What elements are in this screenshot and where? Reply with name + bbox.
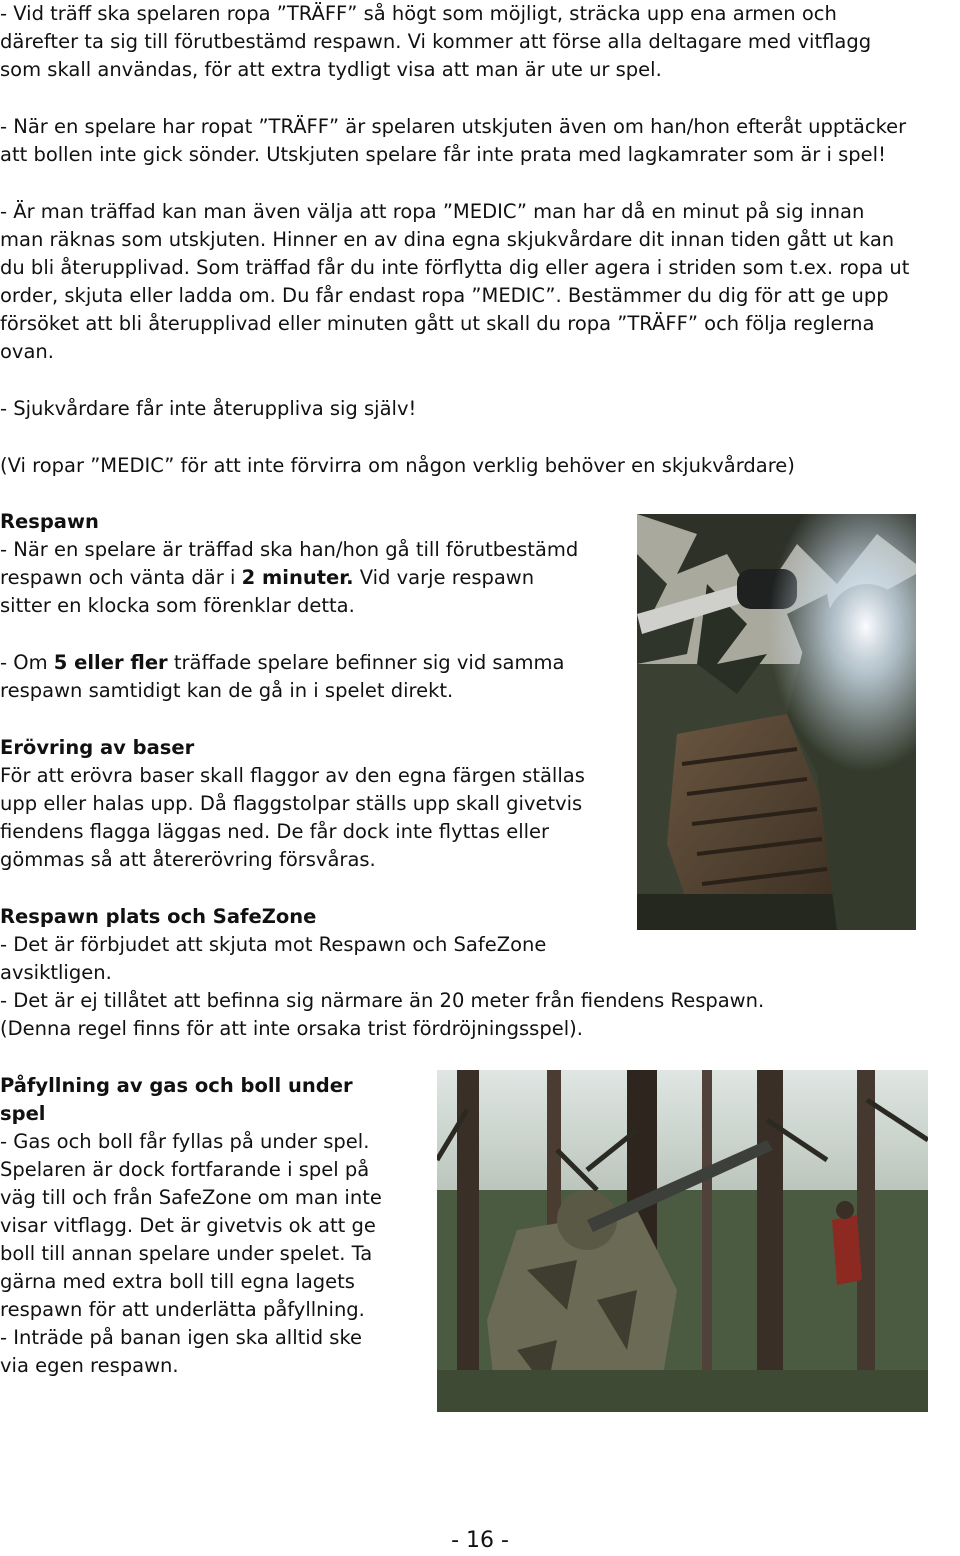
- photo-graphic: [437, 1070, 928, 1412]
- text-line: att bollen inte gick sönder. Utskjuten spelare får inte prata med lagkamrater som är i spel!: [0, 143, 886, 166]
- text-line: avsiktligen.: [0, 961, 112, 984]
- photo-graphic: [637, 514, 916, 930]
- section-heading-safezone: Respawn plats och SafeZone: [0, 905, 317, 928]
- text-line: respawn samtidigt kan de gå in i spelet direkt.: [0, 679, 454, 702]
- text-line: - När en spelare har ropat ”TRÄFF” är spelaren utskjuten även om han/hon efteråt upptäcker: [0, 115, 907, 138]
- text-line: [0, 649, 564, 677]
- forest-paintball-photo: [437, 1070, 928, 1412]
- section-heading-refill: spel: [0, 1102, 46, 1125]
- section-heading-bases: Erövring av baser: [0, 736, 195, 759]
- text-line: order, skjuta eller ladda om. Du får endast ropa ”MEDIC”. Bestämmer du dig för att ge upp: [0, 284, 889, 307]
- text-line: - Vid träff ska spelaren ropa ”TRÄFF” så högt som möjligt, sträcka upp ena armen och: [0, 2, 837, 25]
- text-line: - Det är ej tillåtet att befinna sig närmare än 20 meter från fiendens Respawn.: [0, 989, 765, 1012]
- section-heading-refill: Påfyllning av gas och boll under: [0, 1074, 353, 1097]
- text-line: Spelaren är dock fortfarande i spel på: [0, 1158, 370, 1181]
- emphasis: 2 minuter.: [241, 566, 354, 589]
- text-line: som skall användas, för att extra tydligt visa att man är ute ur spel.: [0, 58, 662, 81]
- text-line: man räknas som utskjuten. Hinner en av dina egna skjukvårdare dit innan tiden gått ut kan: [0, 228, 895, 251]
- text-line: [0, 564, 534, 592]
- text-line: visar vitflagg. Det är givetvis ok att ge: [0, 1214, 376, 1237]
- text-line: fiendens flagga läggas ned. De får dock inte flyttas eller: [0, 820, 550, 843]
- text-line: - Är man träffad kan man även välja att ropa ”MEDIC” man har då en minut på sig innan: [0, 200, 865, 223]
- text-span: respawn och vänta där i: [0, 566, 242, 589]
- text-line: - Sjukvårdare får inte återuppliva sig själv!: [0, 397, 417, 420]
- text-line: (Vi ropar ”MEDIC” för att inte förvirra om någon verklig behöver en skjukvårdare): [0, 454, 795, 477]
- text-line: - Inträde på banan igen ska alltid ske: [0, 1326, 363, 1349]
- text-line: försöket att bli återupplivad eller minuten gått ut skall du ropa ”TRÄFF” och följa reglerna: [0, 312, 875, 335]
- text-line: du bli återupplivad. Som träffad får du inte förflytta dig eller agera i striden som t.ex. ropa ut: [0, 256, 910, 279]
- text-line: gärna med extra boll till egna lagets: [0, 1270, 355, 1293]
- page-number: - 16 -: [451, 1528, 509, 1553]
- text-line: via egen respawn.: [0, 1354, 179, 1377]
- text-span: Vid varje respawn: [353, 566, 535, 589]
- text-line: boll till annan spelare under spelet. Ta: [0, 1242, 373, 1265]
- section-heading-respawn: Respawn: [0, 510, 99, 533]
- emphasis: 5 eller fler: [53, 651, 168, 674]
- text-line: - När en spelare är träffad ska han/hon gå till förutbestämd: [0, 538, 579, 561]
- text-line: respawn för att underlätta påfyllning.: [0, 1298, 365, 1321]
- text-line: ovan.: [0, 340, 54, 363]
- text-line: - Gas och boll får fyllas på under spel.: [0, 1130, 370, 1153]
- text-line: (Denna regel finns för att inte orsaka trist fördröjningsspel).: [0, 1017, 583, 1040]
- text-line: väg till och från SafeZone om man inte: [0, 1186, 382, 1209]
- text-line: upp eller halas upp. Då flaggstolpar ställs upp skall givetvis: [0, 792, 583, 815]
- text-span: - Om: [0, 651, 54, 674]
- text-line: därefter ta sig till förutbestämd respawn. Vi kommer att förse alla deltagare med vitflagg: [0, 30, 872, 53]
- text-line: sitter en klocka som förenklar detta.: [0, 594, 355, 617]
- text-line: gömmas så att återerövring försvåras.: [0, 848, 376, 871]
- paintball-player-aiming-photo: [637, 514, 916, 930]
- text-span: träffade spelare befinner sig vid samma: [167, 651, 565, 674]
- text-line: - Det är förbjudet att skjuta mot Respawn och SafeZone: [0, 933, 547, 956]
- text-line: För att erövra baser skall flaggor av den egna färgen ställas: [0, 764, 585, 787]
